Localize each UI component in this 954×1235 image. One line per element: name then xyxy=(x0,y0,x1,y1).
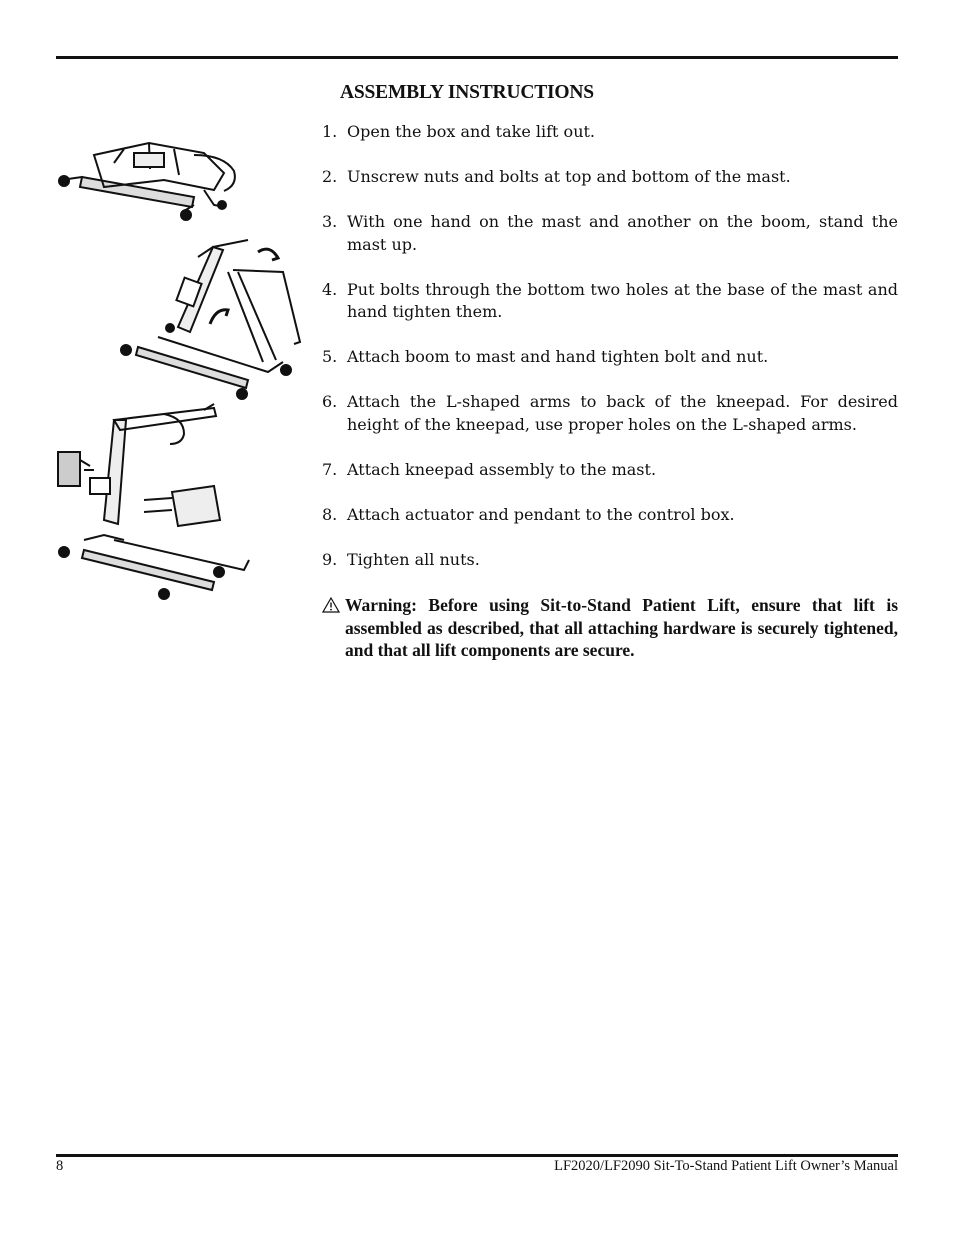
step-number: 3. xyxy=(322,212,338,231)
warning-text: Warning: Before using Sit-to-Stand Patient Lift, ensure that lift is assembled as described, that all attaching hardware is securely tightened, and that all lift components are secure. xyxy=(345,595,898,660)
step-text: Unscrew nuts and bolts at top and bottom of the mast. xyxy=(347,167,791,186)
list-item xyxy=(320,459,898,482)
lift-assembly-exploded-illustration xyxy=(54,400,254,600)
section-title: ASSEMBLY INSTRUCTIONS xyxy=(340,82,594,103)
list-item xyxy=(320,391,898,436)
list-item xyxy=(320,504,898,527)
lift-mast-raising-illustration xyxy=(118,232,310,402)
warning-notice xyxy=(322,594,898,662)
step-number: 8. xyxy=(322,504,338,524)
list-item xyxy=(320,346,898,369)
list-item xyxy=(320,549,898,572)
footer-rule xyxy=(56,1154,898,1157)
step-text: Attach boom to mast and hand tighten bolt and nut. xyxy=(347,347,769,366)
step-number: 2. xyxy=(322,167,338,186)
list-item xyxy=(320,166,898,189)
step-text: Tighten all nuts. xyxy=(347,549,480,569)
warning-triangle-icon xyxy=(322,597,340,613)
step-number: 9. xyxy=(322,549,338,569)
step-text: Attach kneepad assembly to the mast. xyxy=(347,459,657,479)
assembly-steps-list xyxy=(320,121,898,594)
step-text: With one hand on the mast and another on the boom, stand the mast up. xyxy=(347,212,898,254)
step-text: Open the box and take lift out. xyxy=(347,122,596,141)
header-rule xyxy=(56,56,898,59)
step-text: Put bolts through the bottom two holes at the base of the mast and hand tighten them. xyxy=(347,279,898,321)
list-item xyxy=(320,279,898,324)
manual-title: LF2020/LF2090 Sit-To-Stand Patient Lift Owner’s Manual xyxy=(554,1158,898,1174)
page-number: 8 xyxy=(56,1158,64,1174)
step-number: 1. xyxy=(322,122,338,141)
step-number: 6. xyxy=(322,392,338,411)
list-item xyxy=(320,211,898,256)
step-number: 4. xyxy=(322,279,338,299)
lift-folded-illustration xyxy=(54,135,244,225)
list-item xyxy=(320,121,898,144)
step-number: 5. xyxy=(322,347,338,366)
step-number: 7. xyxy=(322,459,338,479)
step-text: Attach the L-shaped arms to back of the kneepad. For desired height of the kneepad, use proper holes on the L-shaped arms. xyxy=(347,392,898,434)
step-text: Attach actuator and pendant to the control box. xyxy=(347,504,735,524)
